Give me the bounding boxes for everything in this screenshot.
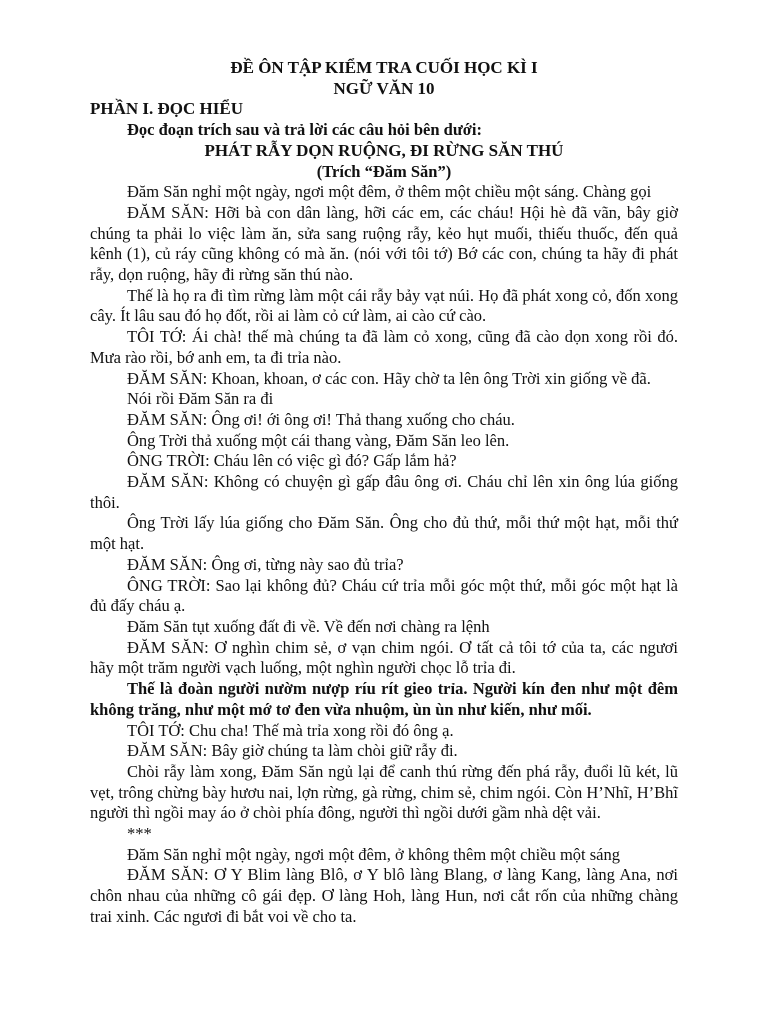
paragraph: ÔNG TRỜI: Sao lại không đủ? Cháu cứ trỉa mỗi góc một thứ, mỗi góc một hạt là đủ đấy cháu ạ. <box>90 575 678 616</box>
paragraph: Đăm Săn nghỉ một ngày, ngơi một đêm, ở không thêm một chiều một sáng <box>127 844 620 864</box>
instruction-text: Đọc đoạn trích sau và trả lời các câu hỏi bên dưới: <box>127 120 482 140</box>
paragraph: Nói rồi Đăm Săn ra đi <box>127 389 274 409</box>
paragraph: Ông Trời lấy lúa giống cho Đăm Săn. Ông cho đủ thứ, mỗi thứ một hạt, mỗi thứ một hạt. <box>90 513 678 554</box>
paragraph: ĐĂM SĂN: Ông ơi! ới ông ơi! Thả thang xuống cho cháu. <box>127 409 515 429</box>
paragraph: Ông Trời thả xuống một cái thang vàng, Đăm Săn leo lên. <box>127 430 510 450</box>
paragraph: ĐĂM SĂN: Ơ nghìn chim sẻ, ơ vạn chim ngói. Ơ tất cả tôi tớ của ta, các ngươi hãy một trăm người vạch luống, một nghìn người chọc lỗ trỉa đi. <box>90 637 678 678</box>
paragraph: ĐĂM SĂN: Bây giờ chúng ta làm chòi giữ rẫy đi. <box>127 741 458 761</box>
paragraph: Chòi rẫy làm xong, Đăm Săn ngủ lại để canh thú rừng đến phá rẫy, đuổi lũ két, lũ vẹt, trông chừng bày hươu nai, lợn rừng, gà rừng, chim sẻ, chim ngói. Còn H’Nhĩ, H’Bhĩ người thì ngồi may áo ở chòi phía đông, người thì ngồi dưới gầm nhà dệt vải. <box>90 761 679 823</box>
paragraph: Đăm Săn tụt xuống đất đi về. Về đến nơi chàng ra lệnh <box>127 616 490 636</box>
document-title: ĐỀ ÔN TẬP KIỂM TRA CUỐI HỌC KÌ I <box>230 58 538 77</box>
document-page <box>90 58 678 928</box>
paragraph-bold: Thế là đoàn người nườm nượp ríu rít gieo trỉa. Người kín đen như một đêm không trăng, như một mớ tơ đen vừa nhuộm, ùn ùn như kiến, như mối. <box>90 679 678 719</box>
paragraph: ĐĂM SĂN: Hỡi bà con dân làng, hỡi các em, các cháu! Hội hè đã vãn, bây giờ chúng ta phải lo việc làm ăn, sửa sang ruộng rẫy, kẻo hụt muối, thiếu thuốc, đến quả kênh (1), củ ráy cũng không có mà ăn. (nói với tôi tớ) Bớ các con, chúng ta hãy đi phát rẫy, dọn ruộng, hãy đi rừng săn thú nào. <box>90 202 678 285</box>
paragraph: ÔNG TRỜI: Cháu lên có việc gì đó? Gấp lắm hả? <box>127 451 457 471</box>
excerpt-title: PHÁT RẪY DỌN RUỘNG, ĐI RỪNG SĂN THÚ <box>204 140 564 160</box>
paragraph: ĐĂM SĂN: Không có chuyện gì gấp đâu ông ơi. Cháu chỉ lên xin ông lúa giống thôi. <box>90 472 678 512</box>
paragraph: TÔI TỚ: Ái chà! thế mà chúng ta đã làm cỏ xong, cũng đã cào dọn xong rồi đó. Mưa rào rồi, bớ anh em, ta đi trỉa nào. <box>90 327 678 367</box>
document-subtitle: NGỮ VĂN 10 <box>333 78 435 98</box>
paragraph: ĐĂM SĂN: Khoan, khoan, ơ các con. Hãy chờ ta lên ông Trời xin giống về đã. <box>127 368 651 388</box>
paragraph: Thế là họ ra đi tìm rừng làm một cái rẫy bảy vạt núi. Họ đã phát xong cỏ, đốn xong cây. Ít lâu sau đó họ đốt, rồi ai làm cỏ cứ làm, ai cào cứ cào. <box>90 285 678 326</box>
paragraph: ĐĂM SĂN: Ơ Y Blim làng Blô, ơ Y blô làng Blang, ơ làng Kang, làng Ana, nơi chôn nhau của những cô gái đẹp. Ơ làng Hoh, làng Hun, nơi cắt rốn của những chàng trai xinh. Các ngươi đi bắt voi về cho ta. <box>90 865 678 926</box>
paragraph: TÔI TỚ: Chu cha! Thế mà trỉa xong rồi đó ông ạ. <box>127 720 454 740</box>
section-heading: PHẦN I. ĐỌC HIỂU <box>90 99 244 119</box>
section-separator: *** <box>127 824 152 844</box>
excerpt-source: (Trích “Đăm Săn”) <box>316 161 452 181</box>
paragraph: Đăm Săn nghỉ một ngày, ngơi một đêm, ở thêm một chiều một sáng. Chàng gọi <box>127 182 652 202</box>
paragraph: ĐĂM SĂN: Ông ơi, từng này sao đủ trỉa? <box>127 554 404 574</box>
